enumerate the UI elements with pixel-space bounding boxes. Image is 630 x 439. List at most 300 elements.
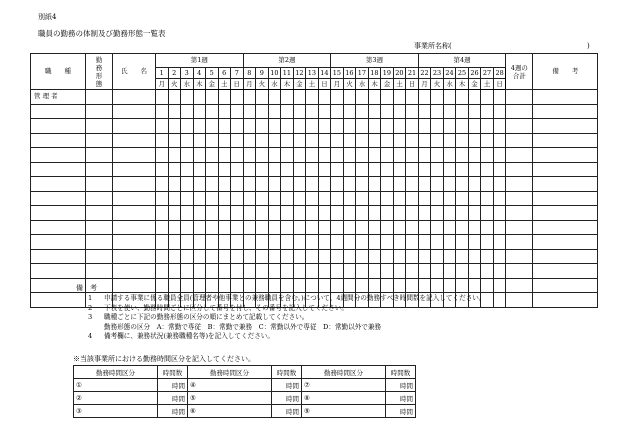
cell-day-hours[interactable]	[218, 133, 231, 148]
cell-day-hours[interactable]	[206, 249, 219, 264]
cell-day-hours[interactable]	[468, 162, 481, 177]
cell-day-hours[interactable]	[456, 119, 469, 134]
cell-day-hours[interactable]	[481, 177, 494, 192]
cell-day-hours[interactable]	[356, 206, 369, 221]
cell-day-hours[interactable]	[281, 162, 294, 177]
cell-day-hours[interactable]	[193, 162, 206, 177]
cell-role[interactable]	[31, 249, 86, 264]
cell-day-hours[interactable]	[331, 162, 344, 177]
cell-day-hours[interactable]	[281, 278, 294, 293]
cell-day-hours[interactable]	[343, 148, 356, 163]
cell-day-hours[interactable]	[293, 278, 306, 293]
cell-day-hours[interactable]	[231, 191, 244, 206]
cell-name[interactable]	[113, 148, 156, 163]
cell-day-hours[interactable]	[193, 249, 206, 264]
cell-day-hours[interactable]	[331, 235, 344, 250]
cell-day-hours[interactable]	[431, 90, 444, 105]
cell-day-hours[interactable]	[368, 278, 381, 293]
cell-4week-total[interactable]	[506, 220, 533, 235]
cell-day-hours[interactable]	[418, 148, 431, 163]
cell-day-hours[interactable]	[418, 177, 431, 192]
cell-day-hours[interactable]	[431, 235, 444, 250]
cell-day-hours[interactable]	[306, 235, 319, 250]
cell-day-hours[interactable]	[368, 249, 381, 264]
cell-day-hours[interactable]	[356, 90, 369, 105]
cell-day-hours[interactable]	[343, 235, 356, 250]
cell-name[interactable]	[113, 191, 156, 206]
cell-day-hours[interactable]	[168, 119, 181, 134]
cell-day-hours[interactable]	[456, 278, 469, 293]
cell-day-hours[interactable]	[231, 90, 244, 105]
cell-day-hours[interactable]	[306, 177, 319, 192]
cell-day-hours[interactable]	[381, 119, 394, 134]
cell-day-hours[interactable]	[431, 133, 444, 148]
cell-day-hours[interactable]	[481, 104, 494, 119]
cell-day-hours[interactable]	[456, 148, 469, 163]
cell-day-hours[interactable]	[493, 119, 506, 134]
cell-4week-total[interactable]	[506, 191, 533, 206]
cell-day-hours[interactable]	[256, 264, 269, 279]
cell-day-hours[interactable]	[306, 162, 319, 177]
cell-day-hours[interactable]	[481, 162, 494, 177]
cell-day-hours[interactable]	[493, 162, 506, 177]
cell-day-hours[interactable]	[468, 119, 481, 134]
cell-day-hours[interactable]	[206, 119, 219, 134]
cell-day-hours[interactable]	[218, 235, 231, 250]
cell-day-hours[interactable]	[256, 162, 269, 177]
cell-day-hours[interactable]	[206, 264, 219, 279]
cell-day-hours[interactable]	[493, 264, 506, 279]
cell-day-hours[interactable]	[493, 90, 506, 105]
cell-day-hours[interactable]	[481, 148, 494, 163]
cell-day-hours[interactable]	[168, 162, 181, 177]
cell-day-hours[interactable]	[493, 220, 506, 235]
cell-day-hours[interactable]	[318, 220, 331, 235]
cell-day-hours[interactable]	[456, 206, 469, 221]
cell-day-hours[interactable]	[218, 220, 231, 235]
summary-hours-cell[interactable]: 時間	[272, 379, 302, 392]
cell-4week-total[interactable]	[506, 104, 533, 119]
cell-day-hours[interactable]	[493, 206, 506, 221]
cell-role[interactable]	[31, 191, 86, 206]
cell-day-hours[interactable]	[381, 278, 394, 293]
cell-day-hours[interactable]	[193, 191, 206, 206]
summary-category-cell[interactable]	[188, 379, 272, 392]
cell-day-hours[interactable]	[243, 206, 256, 221]
cell-day-hours[interactable]	[256, 191, 269, 206]
cell-day-hours[interactable]	[368, 235, 381, 250]
cell-day-hours[interactable]	[268, 90, 281, 105]
cell-day-hours[interactable]	[281, 177, 294, 192]
cell-day-hours[interactable]	[368, 148, 381, 163]
cell-day-hours[interactable]	[406, 206, 419, 221]
cell-day-hours[interactable]	[268, 278, 281, 293]
cell-day-hours[interactable]	[306, 90, 319, 105]
cell-day-hours[interactable]	[306, 278, 319, 293]
cell-day-hours[interactable]	[443, 235, 456, 250]
cell-day-hours[interactable]	[206, 235, 219, 250]
cell-day-hours[interactable]	[181, 191, 194, 206]
cell-day-hours[interactable]	[168, 148, 181, 163]
cell-4week-total[interactable]	[506, 119, 533, 134]
cell-day-hours[interactable]	[356, 264, 369, 279]
cell-day-hours[interactable]	[193, 104, 206, 119]
summary-category-cell[interactable]	[74, 379, 158, 392]
cell-day-hours[interactable]	[393, 220, 406, 235]
cell-day-hours[interactable]	[318, 249, 331, 264]
cell-day-hours[interactable]	[431, 249, 444, 264]
cell-day-hours[interactable]	[418, 191, 431, 206]
cell-day-hours[interactable]	[468, 133, 481, 148]
cell-day-hours[interactable]	[193, 264, 206, 279]
cell-4week-total[interactable]	[506, 177, 533, 192]
cell-work-pattern[interactable]	[86, 191, 113, 206]
cell-work-pattern[interactable]	[86, 264, 113, 279]
cell-day-hours[interactable]	[443, 119, 456, 134]
cell-day-hours[interactable]	[393, 249, 406, 264]
cell-day-hours[interactable]	[256, 206, 269, 221]
cell-day-hours[interactable]	[331, 133, 344, 148]
cell-name[interactable]	[113, 133, 156, 148]
cell-day-hours[interactable]	[193, 177, 206, 192]
cell-name[interactable]	[113, 206, 156, 221]
cell-day-hours[interactable]	[356, 235, 369, 250]
cell-day-hours[interactable]	[431, 220, 444, 235]
cell-work-pattern[interactable]	[86, 119, 113, 134]
cell-day-hours[interactable]	[393, 191, 406, 206]
cell-day-hours[interactable]	[331, 177, 344, 192]
cell-work-pattern[interactable]	[86, 177, 113, 192]
cell-day-hours[interactable]	[481, 119, 494, 134]
cell-day-hours[interactable]	[181, 133, 194, 148]
cell-day-hours[interactable]	[281, 264, 294, 279]
cell-day-hours[interactable]	[181, 119, 194, 134]
cell-day-hours[interactable]	[243, 191, 256, 206]
cell-day-hours[interactable]	[306, 148, 319, 163]
cell-day-hours[interactable]	[393, 177, 406, 192]
cell-day-hours[interactable]	[268, 148, 281, 163]
cell-day-hours[interactable]	[256, 177, 269, 192]
cell-day-hours[interactable]	[331, 191, 344, 206]
cell-day-hours[interactable]	[418, 162, 431, 177]
cell-day-hours[interactable]	[331, 148, 344, 163]
summary-category-cell[interactable]	[188, 392, 272, 405]
cell-remarks[interactable]	[533, 278, 598, 293]
cell-day-hours[interactable]	[481, 235, 494, 250]
cell-work-pattern[interactable]	[86, 133, 113, 148]
cell-day-hours[interactable]	[218, 206, 231, 221]
cell-day-hours[interactable]	[231, 162, 244, 177]
cell-day-hours[interactable]	[331, 220, 344, 235]
cell-day-hours[interactable]	[156, 278, 169, 293]
cell-day-hours[interactable]	[243, 249, 256, 264]
cell-day-hours[interactable]	[268, 249, 281, 264]
cell-day-hours[interactable]	[493, 293, 506, 308]
cell-day-hours[interactable]	[256, 220, 269, 235]
cell-day-hours[interactable]	[243, 90, 256, 105]
cell-day-hours[interactable]	[256, 235, 269, 250]
cell-day-hours[interactable]	[268, 264, 281, 279]
cell-day-hours[interactable]	[356, 177, 369, 192]
cell-day-hours[interactable]	[281, 148, 294, 163]
cell-work-pattern[interactable]	[86, 220, 113, 235]
cell-day-hours[interactable]	[206, 278, 219, 293]
cell-day-hours[interactable]	[281, 104, 294, 119]
cell-day-hours[interactable]	[243, 264, 256, 279]
cell-remarks[interactable]	[533, 293, 598, 308]
cell-day-hours[interactable]	[468, 206, 481, 221]
cell-name[interactable]	[113, 278, 156, 293]
cell-day-hours[interactable]	[156, 264, 169, 279]
cell-day-hours[interactable]	[393, 133, 406, 148]
cell-day-hours[interactable]	[431, 177, 444, 192]
cell-day-hours[interactable]	[281, 206, 294, 221]
cell-day-hours[interactable]	[356, 278, 369, 293]
cell-day-hours[interactable]	[293, 162, 306, 177]
cell-role-manager[interactable]: 管 理 者	[31, 90, 86, 105]
cell-day-hours[interactable]	[481, 249, 494, 264]
cell-name[interactable]	[113, 177, 156, 192]
cell-day-hours[interactable]	[268, 133, 281, 148]
cell-day-hours[interactable]	[168, 206, 181, 221]
cell-day-hours[interactable]	[356, 249, 369, 264]
cell-day-hours[interactable]	[256, 278, 269, 293]
cell-day-hours[interactable]	[406, 133, 419, 148]
summary-category-cell[interactable]	[188, 405, 272, 418]
cell-day-hours[interactable]	[393, 235, 406, 250]
cell-4week-total[interactable]	[506, 264, 533, 279]
cell-day-hours[interactable]	[206, 162, 219, 177]
cell-day-hours[interactable]	[306, 191, 319, 206]
cell-role[interactable]	[31, 119, 86, 134]
cell-day-hours[interactable]	[393, 119, 406, 134]
cell-day-hours[interactable]	[318, 206, 331, 221]
cell-day-hours[interactable]	[218, 264, 231, 279]
cell-day-hours[interactable]	[431, 104, 444, 119]
cell-day-hours[interactable]	[393, 278, 406, 293]
cell-day-hours[interactable]	[168, 191, 181, 206]
cell-4week-total[interactable]	[506, 148, 533, 163]
cell-day-hours[interactable]	[356, 104, 369, 119]
cell-day-hours[interactable]	[231, 104, 244, 119]
cell-day-hours[interactable]	[443, 249, 456, 264]
cell-day-hours[interactable]	[381, 191, 394, 206]
cell-day-hours[interactable]	[168, 177, 181, 192]
cell-day-hours[interactable]	[431, 278, 444, 293]
cell-day-hours[interactable]	[468, 235, 481, 250]
cell-day-hours[interactable]	[318, 148, 331, 163]
cell-day-hours[interactable]	[181, 90, 194, 105]
cell-day-hours[interactable]	[356, 148, 369, 163]
cell-day-hours[interactable]	[231, 148, 244, 163]
cell-day-hours[interactable]	[406, 191, 419, 206]
cell-day-hours[interactable]	[481, 90, 494, 105]
cell-day-hours[interactable]	[256, 119, 269, 134]
cell-day-hours[interactable]	[431, 162, 444, 177]
cell-day-hours[interactable]	[418, 235, 431, 250]
cell-remarks[interactable]	[533, 206, 598, 221]
cell-day-hours[interactable]	[456, 220, 469, 235]
cell-day-hours[interactable]	[156, 133, 169, 148]
cell-day-hours[interactable]	[268, 104, 281, 119]
cell-day-hours[interactable]	[206, 191, 219, 206]
cell-day-hours[interactable]	[343, 104, 356, 119]
cell-day-hours[interactable]	[456, 177, 469, 192]
cell-day-hours[interactable]	[168, 264, 181, 279]
cell-4week-total[interactable]	[506, 278, 533, 293]
cell-day-hours[interactable]	[243, 162, 256, 177]
cell-day-hours[interactable]	[356, 191, 369, 206]
cell-day-hours[interactable]	[168, 90, 181, 105]
cell-day-hours[interactable]	[293, 206, 306, 221]
cell-day-hours[interactable]	[406, 177, 419, 192]
cell-day-hours[interactable]	[406, 162, 419, 177]
cell-day-hours[interactable]	[468, 278, 481, 293]
cell-name[interactable]	[113, 119, 156, 134]
cell-day-hours[interactable]	[331, 206, 344, 221]
cell-day-hours[interactable]	[456, 191, 469, 206]
cell-day-hours[interactable]	[193, 90, 206, 105]
cell-day-hours[interactable]	[243, 119, 256, 134]
cell-day-hours[interactable]	[318, 162, 331, 177]
cell-day-hours[interactable]	[181, 162, 194, 177]
cell-day-hours[interactable]	[443, 206, 456, 221]
summary-hours-cell[interactable]: 時間	[386, 392, 416, 405]
cell-day-hours[interactable]	[393, 104, 406, 119]
cell-day-hours[interactable]	[231, 119, 244, 134]
cell-day-hours[interactable]	[368, 90, 381, 105]
cell-day-hours[interactable]	[231, 206, 244, 221]
cell-day-hours[interactable]	[406, 235, 419, 250]
cell-role[interactable]	[31, 133, 86, 148]
cell-day-hours[interactable]	[318, 90, 331, 105]
cell-day-hours[interactable]	[443, 191, 456, 206]
cell-work-pattern[interactable]	[86, 206, 113, 221]
cell-day-hours[interactable]	[293, 249, 306, 264]
cell-day-hours[interactable]	[156, 249, 169, 264]
summary-hours-cell[interactable]: 時間	[272, 392, 302, 405]
cell-day-hours[interactable]	[381, 162, 394, 177]
cell-day-hours[interactable]	[156, 177, 169, 192]
cell-day-hours[interactable]	[206, 177, 219, 192]
cell-day-hours[interactable]	[381, 133, 394, 148]
cell-day-hours[interactable]	[431, 148, 444, 163]
cell-day-hours[interactable]	[243, 220, 256, 235]
cell-day-hours[interactable]	[243, 177, 256, 192]
cell-day-hours[interactable]	[318, 235, 331, 250]
summary-hours-cell[interactable]: 時間	[158, 405, 188, 418]
cell-name[interactable]	[113, 162, 156, 177]
cell-day-hours[interactable]	[343, 90, 356, 105]
cell-day-hours[interactable]	[256, 90, 269, 105]
cell-day-hours[interactable]	[381, 177, 394, 192]
cell-day-hours[interactable]	[293, 220, 306, 235]
cell-day-hours[interactable]	[431, 264, 444, 279]
cell-day-hours[interactable]	[218, 191, 231, 206]
cell-day-hours[interactable]	[156, 90, 169, 105]
cell-name[interactable]	[113, 220, 156, 235]
cell-day-hours[interactable]	[443, 90, 456, 105]
cell-remarks[interactable]	[533, 264, 598, 279]
cell-4week-total[interactable]	[506, 249, 533, 264]
cell-day-hours[interactable]	[493, 235, 506, 250]
cell-day-hours[interactable]	[406, 278, 419, 293]
cell-day-hours[interactable]	[481, 278, 494, 293]
cell-day-hours[interactable]	[181, 104, 194, 119]
cell-day-hours[interactable]	[468, 177, 481, 192]
cell-day-hours[interactable]	[356, 133, 369, 148]
cell-day-hours[interactable]	[156, 162, 169, 177]
cell-day-hours[interactable]	[493, 133, 506, 148]
cell-day-hours[interactable]	[368, 119, 381, 134]
cell-name[interactable]	[113, 90, 156, 105]
cell-day-hours[interactable]	[306, 119, 319, 134]
cell-day-hours[interactable]	[193, 133, 206, 148]
cell-day-hours[interactable]	[406, 249, 419, 264]
cell-day-hours[interactable]	[318, 119, 331, 134]
cell-day-hours[interactable]	[168, 133, 181, 148]
cell-day-hours[interactable]	[168, 104, 181, 119]
cell-day-hours[interactable]	[156, 191, 169, 206]
cell-day-hours[interactable]	[256, 104, 269, 119]
cell-day-hours[interactable]	[293, 133, 306, 148]
cell-4week-total[interactable]	[506, 90, 533, 105]
cell-day-hours[interactable]	[268, 162, 281, 177]
cell-remarks[interactable]	[533, 177, 598, 192]
cell-role[interactable]	[31, 293, 86, 308]
cell-day-hours[interactable]	[181, 220, 194, 235]
cell-day-hours[interactable]	[293, 191, 306, 206]
office-name-field[interactable]	[462, 43, 582, 51]
cell-day-hours[interactable]	[418, 90, 431, 105]
cell-day-hours[interactable]	[468, 264, 481, 279]
cell-role[interactable]	[31, 162, 86, 177]
cell-day-hours[interactable]	[243, 104, 256, 119]
cell-work-pattern[interactable]	[86, 249, 113, 264]
cell-day-hours[interactable]	[468, 249, 481, 264]
cell-day-hours[interactable]	[356, 119, 369, 134]
cell-day-hours[interactable]	[206, 206, 219, 221]
cell-day-hours[interactable]	[443, 162, 456, 177]
cell-day-hours[interactable]	[318, 177, 331, 192]
cell-role[interactable]	[31, 220, 86, 235]
cell-day-hours[interactable]	[456, 162, 469, 177]
cell-role[interactable]	[31, 104, 86, 119]
summary-hours-cell[interactable]: 時間	[158, 392, 188, 405]
cell-day-hours[interactable]	[343, 206, 356, 221]
summary-category-cell[interactable]	[302, 392, 386, 405]
cell-day-hours[interactable]	[193, 235, 206, 250]
cell-day-hours[interactable]	[318, 104, 331, 119]
cell-4week-total[interactable]	[506, 235, 533, 250]
cell-day-hours[interactable]	[481, 264, 494, 279]
cell-day-hours[interactable]	[231, 133, 244, 148]
cell-day-hours[interactable]	[493, 148, 506, 163]
cell-day-hours[interactable]	[443, 133, 456, 148]
cell-day-hours[interactable]	[331, 264, 344, 279]
cell-day-hours[interactable]	[368, 162, 381, 177]
cell-day-hours[interactable]	[393, 148, 406, 163]
cell-role[interactable]	[31, 235, 86, 250]
cell-day-hours[interactable]	[281, 191, 294, 206]
cell-day-hours[interactable]	[381, 90, 394, 105]
cell-name[interactable]	[113, 104, 156, 119]
cell-day-hours[interactable]	[368, 264, 381, 279]
cell-day-hours[interactable]	[181, 148, 194, 163]
cell-day-hours[interactable]	[293, 119, 306, 134]
cell-day-hours[interactable]	[481, 206, 494, 221]
cell-day-hours[interactable]	[443, 264, 456, 279]
